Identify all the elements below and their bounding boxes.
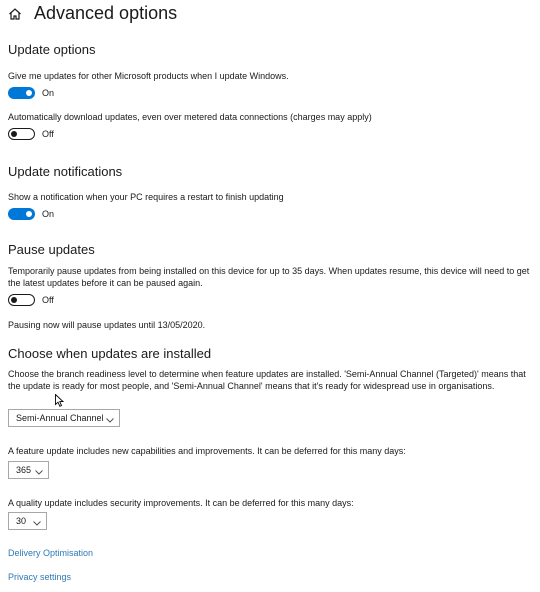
toggle-pause-updates[interactable] [8,294,35,306]
feature-deferral-dropdown[interactable] [8,461,49,479]
toggle-state-restart-notification: On [42,209,55,219]
branch-description: Choose the branch readiness level to determine when feature updates are installed. 'Semi-Annual Channel (Targeted)' means that the update is ready for most people, and 'Semi-Annual Channel' means that it's ready for widespread use in organisations. [8,369,526,391]
quality-deferral-dropdown[interactable] [8,512,47,530]
chevron-down-icon [35,467,43,472]
section-title-update-notifications: Update notifications [8,164,123,179]
mouse-pointer-icon [55,394,64,407]
section-title-pause-updates: Pause updates [8,242,95,257]
quality-deferral-value: 30 [16,516,27,526]
toggle-knob [26,211,32,217]
toggle-knob [11,297,17,303]
chevron-down-icon [33,518,41,523]
toggle-state-metered: Off [42,129,54,139]
section-title-update-options: Update options [8,42,96,57]
setting-label-restart-notification: Show a notification when your PC requires a restart to finish updating [8,192,284,202]
feature-deferral-value: 365 [16,465,32,475]
toggle-state-other-products: On [42,88,55,98]
quality-update-label: A quality update includes security improvements. It can be deferred for this many days: [8,498,354,508]
delivery-optimisation-link[interactable]: Delivery Optimisation [8,548,94,558]
privacy-settings-link[interactable]: Privacy settings [8,572,72,582]
toggle-restart-notification[interactable] [8,208,35,220]
section-title-choose-when: Choose when updates are installed [8,346,212,361]
toggle-metered[interactable] [8,128,35,140]
branch-readiness-dropdown[interactable] [8,409,120,427]
toggle-state-pause-updates: Off [42,295,54,305]
title-bar [0,0,540,34]
home-icon[interactable] [8,7,22,21]
chevron-down-icon [106,415,114,420]
pause-note: Pausing now will pause updates until 13/05/2020. [8,320,206,330]
toggle-knob [11,131,17,137]
page-title: Advanced options [34,3,178,23]
setting-label-metered: Automatically download updates, even over metered data connections (charges may apply) [8,112,372,122]
pause-description: Temporarily pause updates from being installed on this device for up to 35 days. When updates resume, this device will need to get the latest updates before it can be paused again. [8,266,530,288]
branch-readiness-value: Semi-Annual Channel [16,413,104,423]
setting-label-other-products: Give me updates for other Microsoft products when I update Windows. [8,71,289,81]
toggle-knob [26,90,32,96]
feature-update-label: A feature update includes new capabilities and improvements. It can be deferred for this many days: [8,446,406,456]
toggle-other-products[interactable] [8,87,35,99]
